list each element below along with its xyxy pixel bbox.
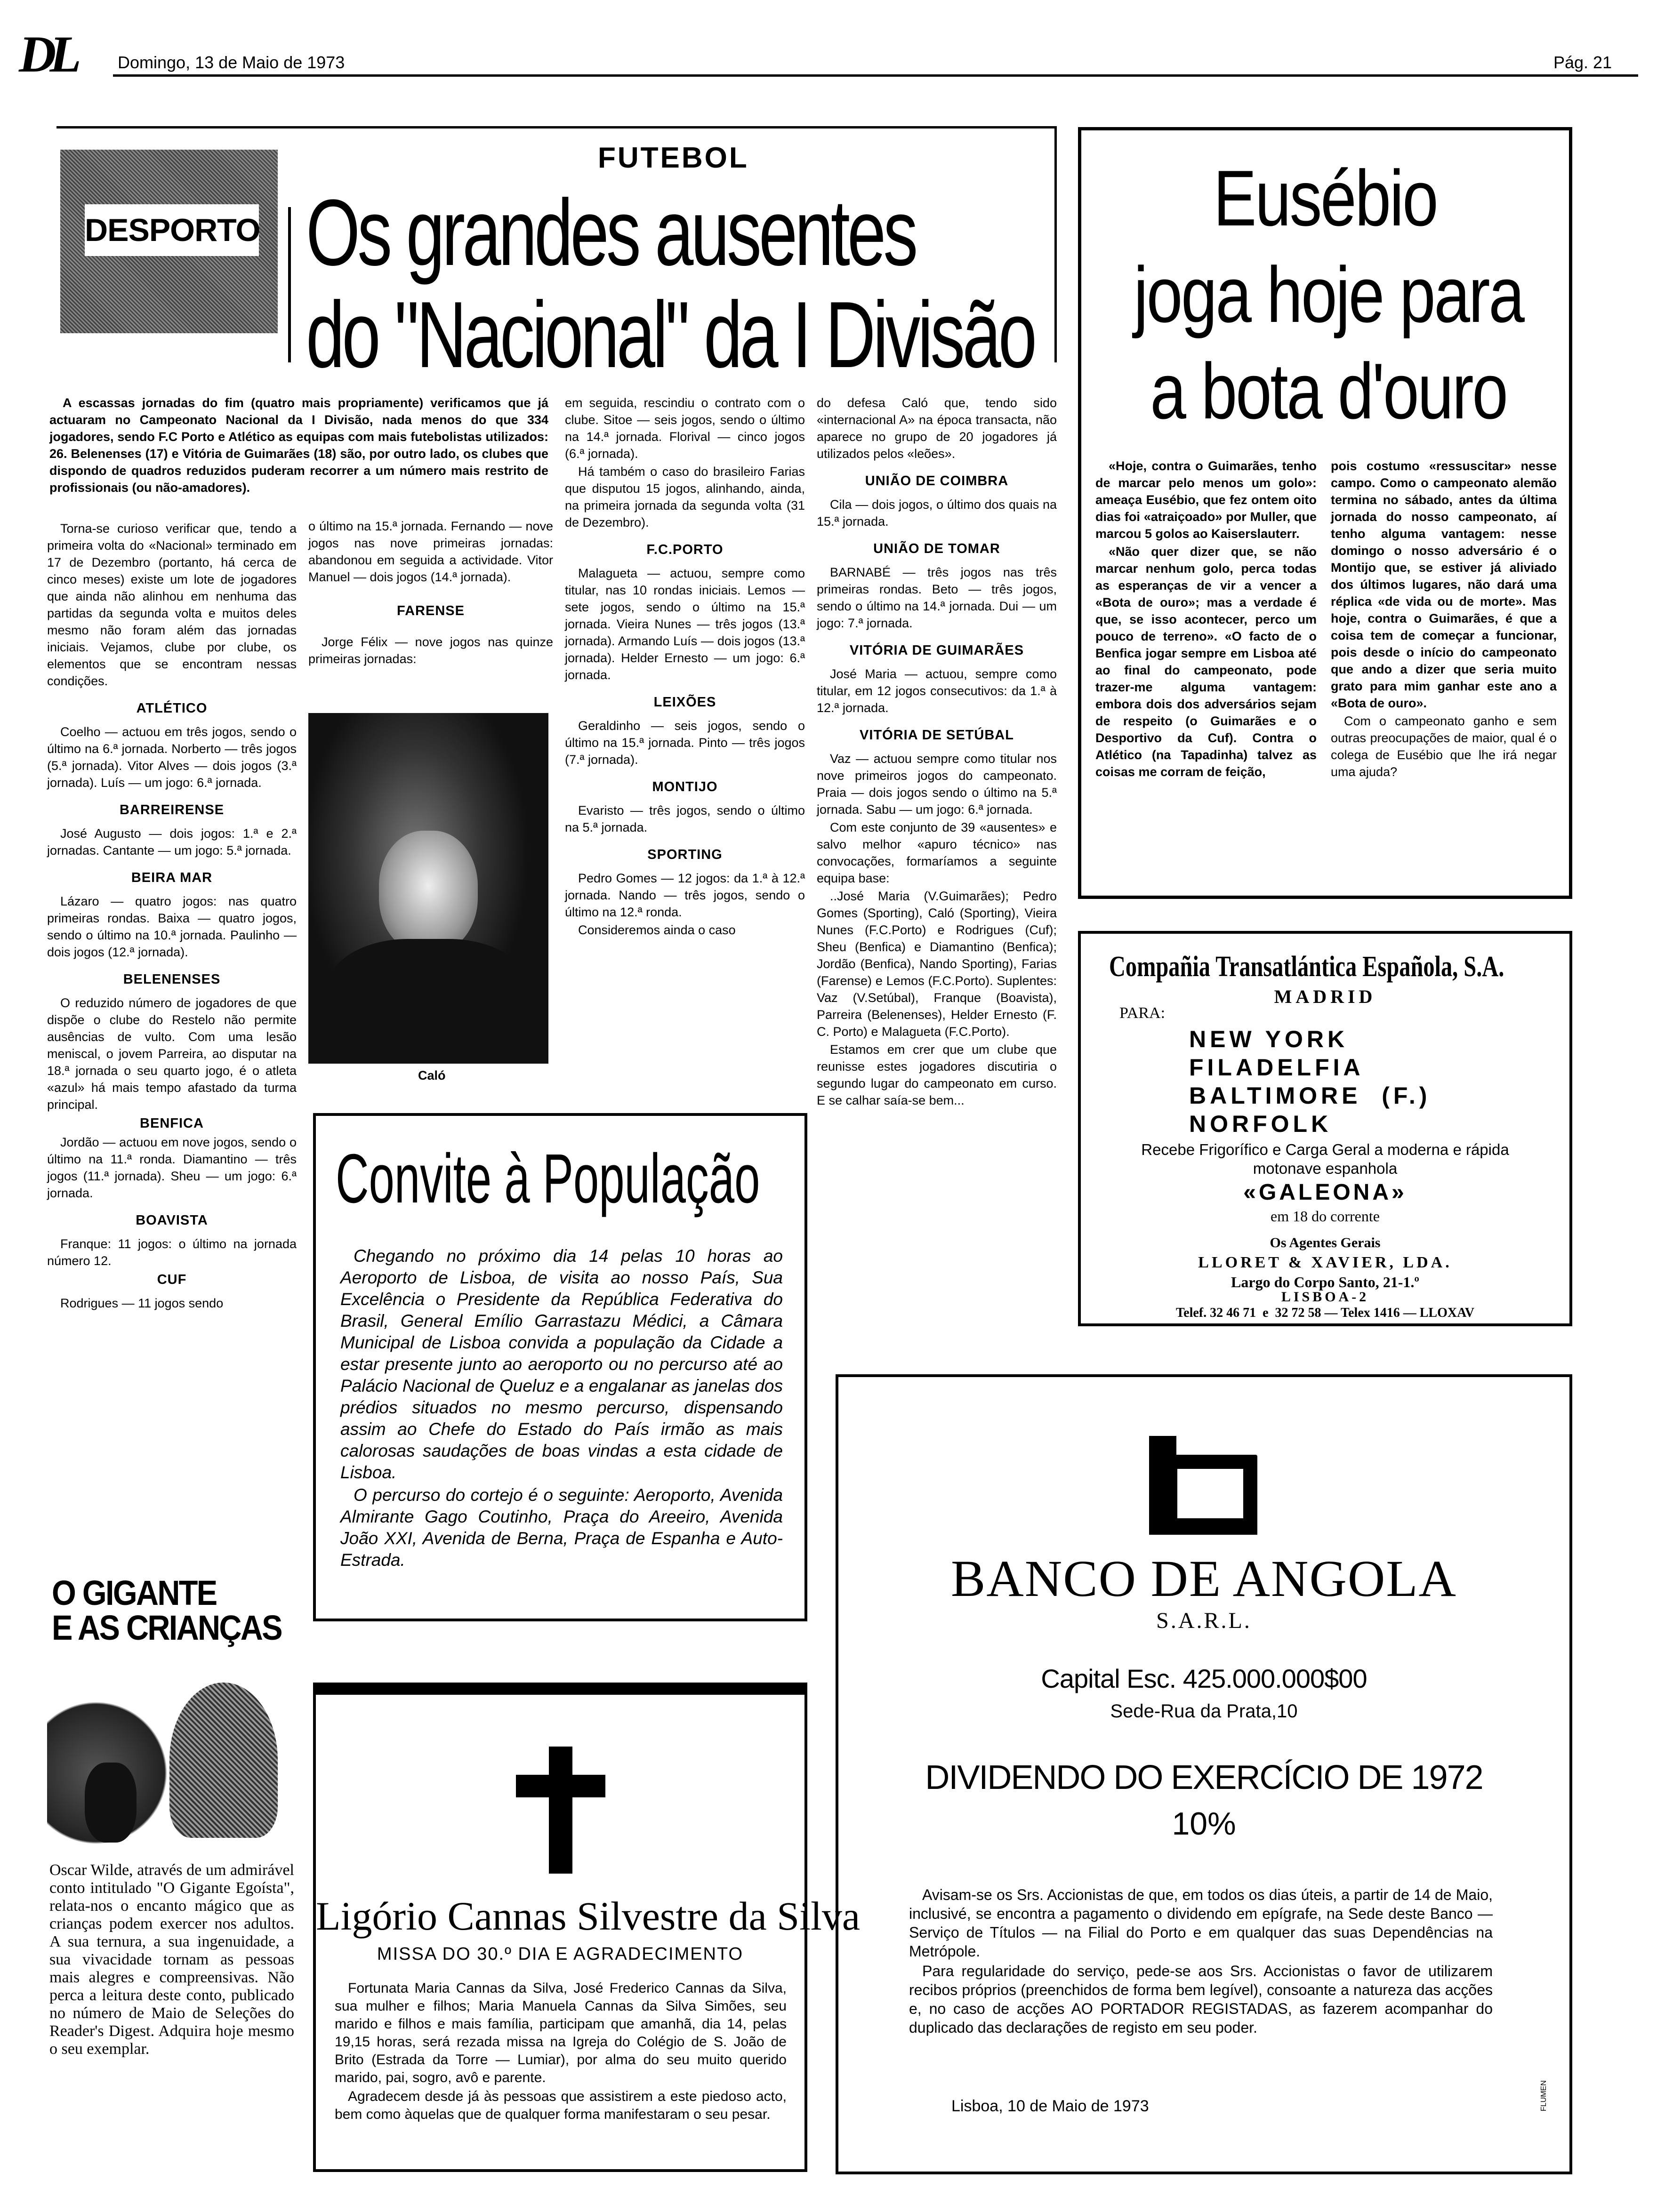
page-number: Pág. 21 bbox=[1553, 53, 1612, 72]
club-heading: BELENENSES bbox=[123, 972, 221, 987]
bank-hq: Sede-Rua da Prata,10 bbox=[1110, 1701, 1298, 1722]
club-text: Cila — dois jogos, o último dos quais na 15.ª jornada. bbox=[817, 497, 1057, 529]
gigante-child bbox=[85, 1763, 137, 1843]
col1-intro: Torna-se curioso verificar que, tendo a primeira volta do «Nacional» terminado em 17 de Dezembro (portanto, há cerca de cinco meses) existe um lote de jogadores que ainda não alinhou em nenhuma das partidas da segunda volta e muitos deles mesmo não foram além das jornadas iniciais. Vejamos, clube por clube, os elementos que se encontram nessas condições. bbox=[47, 521, 297, 688]
section-label: DESPORTO bbox=[85, 204, 259, 256]
bank-dividend-title: DIVIDENDO DO EXERCÍCIO DE 1972 bbox=[925, 1759, 1483, 1796]
club-heading: ATLÉTICO bbox=[136, 701, 208, 716]
eusebio-title-2: joga hoje para bbox=[1134, 250, 1523, 339]
eusebio-title-1: Eusébio bbox=[1213, 154, 1437, 242]
convite-box bbox=[313, 1113, 807, 1621]
sport-top-rule bbox=[56, 126, 1054, 128]
ship-date: em 18 do corrente bbox=[1271, 1208, 1380, 1225]
club-text: O reduzido número de jogadores de que dispõe o clube do Restelo não permite ausências de vulto. Com uma lesão meniscal, o jovem Parreira, ao disputar na 18.ª jornada o seu quarto jogo, é o atleta «azul» há mais tempo afastado da turma principal. bbox=[47, 996, 297, 1112]
bank-place-date: Lisboa, 10 de Maio de 1973 bbox=[951, 2097, 1149, 2115]
ship-address: Largo do Corpo Santo, 21-1.º bbox=[1231, 1274, 1419, 1290]
gigante-title-1: O GIGANTE bbox=[52, 1573, 217, 1612]
obituary-p1: Fortunata Maria Cannas da Silva, José Frederico Cannas da Silva, sua mulher e filhos; Maria Manuela Cannas da Silva Simões, seu marido e filhos e mais família, participam que amanhã, dia 14, pelas 19,15 horas, será rezada missa na Igreja do Colégio de S. João de Brito (Estrada da Torre — Lumiar), por alma do seu muito querido marido, pai, sogro, avô e parente. bbox=[335, 1980, 787, 2085]
obituary-body bbox=[335, 1980, 787, 2124]
masthead-logo: DL bbox=[19, 25, 75, 83]
club-heading: BENFICA bbox=[140, 1116, 204, 1131]
desporto-box bbox=[60, 150, 278, 333]
photo-body bbox=[327, 939, 530, 1064]
gigante-figure bbox=[169, 1683, 278, 1838]
club-text: Jorge Félix — nove jogos nas quinze primeiras jornadas: bbox=[308, 635, 553, 666]
col3-end: Consideremos ainda o caso bbox=[578, 923, 736, 937]
headline-line-2: do "Nacional" da I Divisão bbox=[306, 282, 1035, 387]
cross-vertical bbox=[549, 1747, 572, 1874]
header-date: Domingo, 13 de Maio de 1973 bbox=[118, 53, 345, 72]
club-heading: F.C.PORTO bbox=[646, 542, 724, 557]
eusebio-box bbox=[1078, 127, 1572, 899]
club-heading: CUF bbox=[157, 1272, 187, 1287]
club-text: Franque: 11 jogos: o último na jornada número 12. bbox=[47, 1237, 297, 1268]
ship-dest-4: NORFOLK bbox=[1189, 1111, 1332, 1137]
sport-col-1 bbox=[47, 520, 297, 1313]
ship-agents-label: Os Agentes Gerais bbox=[1270, 1235, 1381, 1250]
eusebio-p1: «Hoje, contra o Guimarães, tenho de marcar pelo menos um golo»: ameaça Eusébio, que fez ontem oito dias foi «atraiçoado» por Muller, que marcou 5 golos ao Kaiserslauterr. bbox=[1095, 459, 1317, 541]
sport-col-3 bbox=[565, 394, 805, 939]
gigante-illustration bbox=[47, 1654, 292, 1852]
obituary-name: Ligório Cannas Silvestre da Silva bbox=[316, 1893, 861, 1939]
bank-sarl: S.A.R.L. bbox=[1156, 1608, 1252, 1633]
club-text: José Augusto — dois jogos: 1.ª e 2.ª jornadas. Cantante — um jogo: 5.ª jornada. bbox=[47, 826, 297, 858]
col4-team: ..José Maria (V.Guimarães); Pedro Gomes (Sporting), Caló (Sporting), Vieira Nunes (F.C.Porto) e Rodrigues (Cuf); Sheu (Benfica) e Diamantino (Benfica); Jordão (Benfica), Nando Sporting), Farias (Farense) e Lemos (F.C.Porto). Suplentes: Vaz (V.Setúbal), Franque (Boavista), Parreira (Belenenses), Helder Ernesto (F. C. Porto) e Malagueta (F.C.Porto). bbox=[817, 889, 1057, 1039]
lead-text: A escassas jornadas do fim (quatro mais propriamente) verificamos que já actuaram no Campeonato Nacional da I Divisão, nada menos do que 334 jogadores, sendo F.C Porto e Atlético as equipas com mais futebolistas utilizados: 26. Belenenses (17) e Vitória de Guimarães (18) são, por outro lado, os clubes que dispondo de quadros reduzidos puderam recorrer a um número mais restrito de profissionais (ou não-amadores). bbox=[49, 396, 548, 495]
ship-agents: LLORET & XAVIER, LDA. bbox=[1198, 1254, 1452, 1271]
photo-caption: Caló bbox=[418, 1068, 446, 1082]
sport-vertical-rule bbox=[288, 207, 291, 362]
club-heading: BEIRA MAR bbox=[131, 870, 213, 885]
cross-horizontal bbox=[516, 1775, 605, 1797]
eusebio-p4: Com o campeonato ganho e sem outras preocupações de maior, qual é o colega de Eusébio que lhe irá negar uma ajuda? bbox=[1331, 714, 1557, 779]
bank-name: BANCO DE ANGOLA bbox=[951, 1550, 1457, 1607]
club-text: Jordão — actuou em nove jogos, sendo o último na 11.ª ronda. Diamantino — três jogos (11.ª jornada). Sheu — um jogo: 6.ª jornada. bbox=[47, 1135, 297, 1200]
club-heading: SPORTING bbox=[647, 847, 723, 862]
club-text: Pedro Gomes — 12 jogos: da 1.ª à 12.ª jornada. Nando — três jogos, sendo o último na 12.ª ronda. bbox=[565, 871, 805, 919]
sport-right-rule bbox=[1054, 126, 1057, 362]
shipping-ad bbox=[1078, 931, 1572, 1326]
club-text: BARNABÉ — três jogos nas três primeiras rondas. Beto — três jogos, sendo o último na 14.ª jornada. Dui — um jogo: 7.ª jornada. bbox=[817, 565, 1057, 630]
club-heading: FARENSE bbox=[397, 603, 465, 618]
gigante-p: Oscar Wilde, através de um admirável conto intitulado "O Gigante Egoísta", relata-nos o encanto mágico que as crianças podem exercer nos adultos. A sua ternura, a sua ingenuidade, a sua vivacidade tornam as pessoas mais alegres e compreensivas. Não perca a leitura deste conto, publicado no número de Maio de Seleções do Reader's Digest. Adquira hoje mesmo o seu exemplar. bbox=[49, 1861, 294, 2058]
ship-city-2: LISBOA-2 bbox=[1281, 1289, 1369, 1305]
club-text: Lázaro — quatro jogos: nas quatro primeiras rondas. Baixa — quatro jogos, sendo o último na 10.ª jornada. Paulinho — dois jogos (12.ª jornada). bbox=[47, 894, 297, 959]
club-text: Rodrigues — 11 jogos sendo bbox=[60, 1296, 224, 1310]
ship-company: Compañia Transatlántica Española, S.A. bbox=[1109, 951, 1504, 983]
col3-farias: Há também o caso do brasileiro Farias que disputou 15 jogos, alinhando, ainda, na primeira jornada da segunda volta (31 de Dezembro). bbox=[565, 465, 805, 529]
club-heading: VITÓRIA DE SETÚBAL bbox=[860, 728, 1014, 743]
col4-end: Estamos em crer que um clube que reunisse estes jogadores discutiria o segundo lugar do campeonato em curso. E se calhar saía-se bem... bbox=[817, 1042, 1057, 1107]
eusebio-col-2 bbox=[1331, 457, 1557, 781]
obituary-subtitle: MISSA DO 30.º DIA E AGRADECIMENTO bbox=[377, 1944, 744, 1964]
bank-body-p1: Avisam-se os Srs. Accionistas de que, em todos os dias úteis, a partir de 14 de Maio, inclusivé, se encontra a pagamento o dividendo em epígrafe, na Sede deste Banco — Serviço de Títulos — na Filial do Porto e em qualquer das suas Dependências na Metrópole. bbox=[909, 1886, 1493, 1960]
eusebio-p2: «Não quer dizer que, se não marcar nenhum golo, perca todas as esperanças de vir a vencer a «Bota de ouro»; mas a verdade é que, se isso acontecer, perco um pouco de terreno». «O facto de o Benfica jogar sempre em Lisboa até ao final do campeonato, pode trazer-me alguma vantagem: embora dois dos adversários sejam de respeito (o Guimarães e o Desportivo da Cuf). Contra o Atlético (na Tapadinha) talvez as coisas me corram de feição, bbox=[1095, 545, 1317, 779]
bank-percent: 10% bbox=[1172, 1806, 1236, 1842]
ship-name: «GALEONA» bbox=[1243, 1180, 1407, 1205]
convite-p1: Chegando no próximo dia 14 pelas 10 horas ao Aeroporto de Lisboa, de visita ao nosso País, Sua Excelência o Presidente da República Federativa do Brasil, General Emílio Garrastazu Médici, a Câmara Municipal de Lisboa convida a população da Cidade a estar presente junto ao aeroporto ou no percurso até ao Palácio Nacional de Queluz e a engalanar as janelas dos prédios situados no mesmo percurso, dispensando assim ao Chefe do Estado do País irmão as mais calorosas saudações de boas vindas a esta cidade de Lisboa. bbox=[340, 1246, 783, 1482]
club-heading: BOAVISTA bbox=[136, 1213, 208, 1228]
gigante-text bbox=[49, 1861, 294, 2059]
photo-face bbox=[379, 831, 478, 953]
ship-para: PARA: bbox=[1119, 1004, 1166, 1022]
eusebio-p3: pois costumo «ressuscitar» nesse campo. Como o campeonato alemão termina no sábado, antes da última jornada do nosso campeonato, aí tenho alguma vantagem: nesse domingo o nosso adversário é o Montijo que, se estiver já aliviado dos últimos lugares, não dará uma réplica «de vida ou de morte». Mas hoje, contra o Guimarães, é que a coisa tem de começar a funcionar, pois desde o início do campeonato que ando a dizer que seria muito grato para mim ganhar este ano a «Bota de ouro». bbox=[1331, 459, 1557, 710]
club-text: José Maria — actuou, sempre como titular, em 12 jogos consecutivos: da 1.ª à 12.ª jornada. bbox=[817, 667, 1057, 715]
col3-cont: em seguida, rescindiu o contrato com o clube. Sitoe — seis jogos, sendo o último na 14.ª jornada. Florival — cinco jogos (6.ª jornada). bbox=[565, 396, 805, 461]
bank-ad bbox=[836, 1374, 1572, 2174]
col2-cont: o último na 15.ª jornada. Fernando — nove jogos nas nove primeiras jornadas: abandonou em seguida a actividade. Vitor Manuel — dois jogos (14.ª jornada). bbox=[308, 519, 553, 584]
gigante-title-2: E AS CRIANÇAS bbox=[52, 1608, 282, 1647]
ship-dest-3: BALTIMORE (F.) bbox=[1189, 1082, 1431, 1109]
club-heading: UNIÃO DE COIMBRA bbox=[865, 473, 1009, 489]
ship-city: MADRID bbox=[1274, 986, 1376, 1007]
club-text: Vaz — actuou sempre como titular nos nove primeiros jogos do campeonato. Praia — dois jogos sendo o último na 5.ª jornada. Sabu — um jogo: 6.ª jornada. bbox=[817, 752, 1057, 817]
bank-body-p2: Para regularidade do serviço, pede-se aos Srs. Accionistas o favor de utilizarem recibos próprios (preenchidos de forma bem legível), consoante a natureza das acções e, no caso de acções AO PORTADOR REGISTADAS, as fazerem acompanhar do duplicado das declarações de registo em seu poder. bbox=[909, 1963, 1493, 2036]
ship-phones: Telef. 32 46 71 e 32 72 58 — Telex 1416 — LLOXAV bbox=[1176, 1306, 1474, 1320]
eusebio-col-1 bbox=[1095, 457, 1317, 781]
club-text: Evaristo — três jogos, sendo o último na 5.ª jornada. bbox=[565, 803, 805, 834]
club-heading: LEIXÕES bbox=[653, 695, 716, 710]
headline-line-1: Os grandes ausentes bbox=[306, 180, 916, 285]
kicker: FUTEBOL bbox=[598, 142, 749, 174]
eusebio-title-3: a bota d'ouro bbox=[1150, 347, 1507, 435]
sport-col-4 bbox=[817, 394, 1057, 1110]
club-heading: BARREIRENSE bbox=[119, 802, 225, 817]
col4-conj: Com este conjunto de 39 «ausentes» e salvo melhor «apuro técnico» nas convocações, formaríamos a seguinte equipa base: bbox=[817, 820, 1057, 885]
cross-icon bbox=[516, 1747, 605, 1874]
sport-lead bbox=[49, 394, 548, 497]
header-rule bbox=[113, 74, 1638, 77]
club-text: Geraldinho — seis jogos, sendo o último na 15.ª jornada. Pinto — três jogos (7.ª jornada). bbox=[565, 719, 805, 767]
sport-col-2 bbox=[308, 518, 553, 668]
ship-dest-1: NEW YORK bbox=[1189, 1026, 1349, 1052]
bank-logo bbox=[1149, 1436, 1257, 1535]
bank-credit: FLUMEN bbox=[1540, 2080, 1548, 2111]
ship-line-2: motonave espanhola bbox=[1253, 1160, 1398, 1177]
convite-p2: O percurso do cortejo é o seguinte: Aeroporto, Avenida Almirante Gago Coutinho, Praça do Areeiro, Avenida João XXI, Avenida de Berna, Praça de Espanha e Auto-Estrada. bbox=[340, 1485, 783, 1570]
convite-body bbox=[340, 1245, 783, 1572]
club-text: Coelho — actuou em três jogos, sendo o último na 6.ª jornada. Norberto — três jogos (5.ª jornada). Vitor Alves — dois jogos (3.ª jornada). Luís — um jogo: 6.ª jornada. bbox=[47, 725, 297, 790]
col4-cont: do defesa Caló que, tendo sido «internacional A» na época transacta, não aparece no grupo de 20 jogadores já utilizados pelos «leões». bbox=[817, 396, 1057, 461]
bank-body bbox=[909, 1885, 1493, 2038]
club-heading: VITÓRIA DE GUIMARÃES bbox=[849, 643, 1024, 658]
club-heading: UNIÃO DE TOMAR bbox=[873, 541, 1000, 556]
ship-dest-2: FILADELFIA bbox=[1189, 1054, 1364, 1081]
bank-capital: Capital Esc. 425.000.000$00 bbox=[1041, 1664, 1367, 1693]
bank-logo-base bbox=[1149, 1518, 1257, 1535]
ship-line-1: Recebe Frigorífico e Carga Geral a moderna e rápida bbox=[1141, 1141, 1509, 1158]
obituary-box bbox=[313, 1683, 861, 2172]
convite-title: Convite à População bbox=[336, 1140, 760, 1218]
calo-photo bbox=[308, 713, 548, 1064]
club-heading: MONTIJO bbox=[652, 779, 718, 794]
club-text: Malagueta — actuou, sempre como titular, nas 10 rondas iniciais. Lemos — sete jogos, sendo o último na 15.ª jornada. Vieira Nunes — três jogos (13.ª jornada). Armando Luís — dois jogos (13.ª jornada). Helder Ernesto — um jogo: 6.ª jornada. bbox=[565, 566, 805, 682]
obituary-p2: Agradecem desde já às pessoas que assistirem a este piedoso acto, bem como àquelas que de qualquer forma manifestaram o seu pesar. bbox=[335, 2089, 787, 2122]
